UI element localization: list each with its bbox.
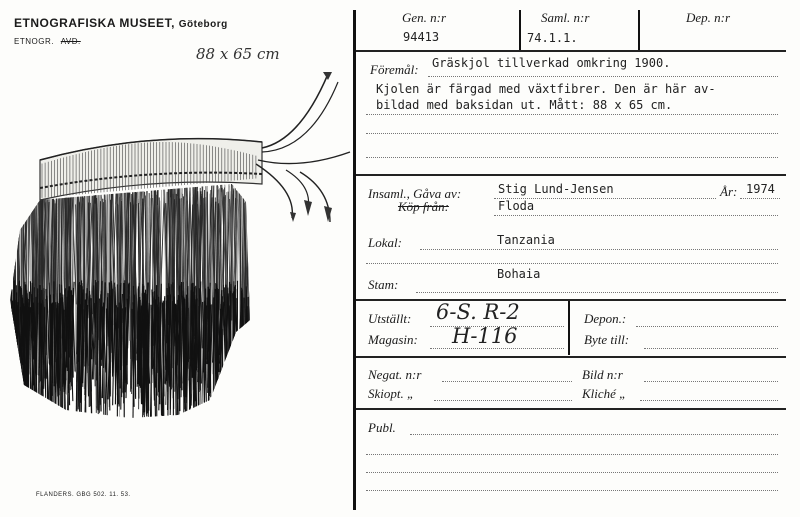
foremal-label: Föremål:	[370, 62, 419, 77]
stam-label: Stam:	[368, 277, 399, 292]
dep-nr-label: Dep. n:r	[686, 10, 731, 25]
kop-value: Floda	[498, 199, 535, 213]
magasin-label: Magasin:	[368, 332, 418, 347]
gen-nr-label: Gen. n:r	[402, 10, 447, 25]
printer-imprint: FLANDERS. GBG 502. 11. 53.	[36, 492, 131, 498]
skirt-fringe	[8, 175, 256, 430]
dimensions-handwritten: 88 x 65 cm	[196, 45, 280, 63]
utstallt-value: 6-S. R-2	[436, 300, 520, 324]
grass-skirt-illustration	[0, 60, 360, 430]
skiopt-label: Skiopt. „	[368, 386, 415, 401]
skirt-tie	[262, 74, 328, 148]
bild-nr-label: Bild n:r	[582, 367, 623, 382]
department-line: ETNOGR. AVD.	[14, 37, 81, 46]
foremal-line-1: Gräskjol tillverkad omkring 1900.	[432, 56, 671, 70]
foremal-line-3: bildad med baksidan ut. Mått: 88 x 65 cm.	[376, 98, 673, 112]
ar-value: 1974	[746, 182, 775, 196]
lokal-label: Lokal:	[368, 235, 402, 250]
museum-name: ETNOGRAFISKA MUSEET, Göteborg	[14, 16, 228, 30]
utstallt-label: Utställt:	[368, 311, 412, 326]
ar-label: År:	[720, 184, 738, 199]
saml-nr-label: Saml. n:r	[541, 10, 590, 25]
kop-label: Köp från:	[398, 199, 449, 214]
card-left-border	[353, 10, 356, 510]
publ-label: Publ.	[368, 420, 396, 435]
insaml-value: Stig Lund-Jensen	[498, 182, 614, 196]
gen-nr-value: 94413	[403, 30, 440, 44]
skirt-tie	[258, 152, 350, 164]
depon-label: Depon.:	[584, 311, 627, 326]
byte-till-label: Byte till:	[584, 332, 630, 347]
insaml-label: Insaml., Gåva av:	[368, 186, 462, 201]
stam-value: Bohaia	[497, 267, 541, 281]
negat-nr-label: Negat. n:r	[368, 367, 422, 382]
header-divider	[356, 50, 786, 52]
magasin-value: H-116	[452, 324, 518, 348]
lokal-value: Tanzania	[497, 233, 555, 247]
saml-nr-value: 74.1.1.	[527, 31, 578, 45]
foremal-line-2: Kjolen är färgad med växtfibrer. Den är här av-	[376, 82, 716, 96]
kliche-label: Kliché „	[582, 386, 627, 401]
